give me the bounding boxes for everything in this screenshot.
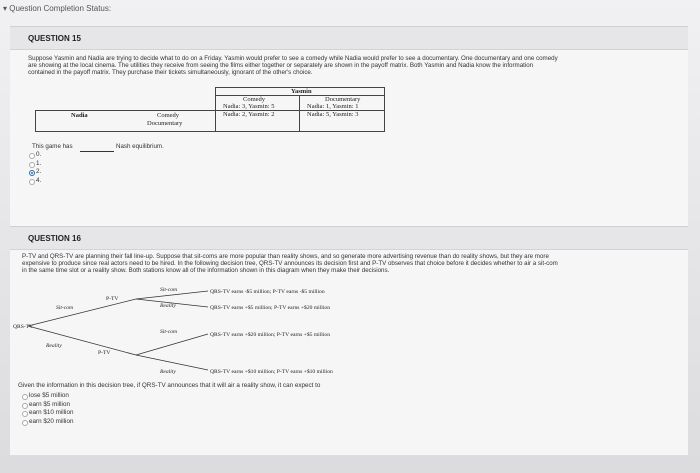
payoff-matrix xyxy=(35,87,385,133)
question-16-panel xyxy=(10,226,688,455)
sentence-suffix: Nash equilibrium. xyxy=(116,143,164,150)
column-header-comedy: Comedy xyxy=(243,96,266,103)
question-15-options xyxy=(29,151,41,185)
row-header-documentary: Documentary xyxy=(147,120,183,127)
option-lose-5[interactable] xyxy=(22,392,73,401)
question-16-label: QUESTION 16 xyxy=(28,234,81,243)
sentence-prefix: This game has xyxy=(32,143,73,150)
option-earn-10[interactable] xyxy=(22,409,73,418)
option-label: earn $20 million xyxy=(29,417,74,425)
matrix-line xyxy=(35,131,385,132)
row-player-label: Nadia xyxy=(71,112,88,119)
question-completion-status[interactable] xyxy=(3,4,111,13)
option-label: 0. xyxy=(36,151,42,158)
question-16-prompt: Given the information in this decision tree, if QRS-TV announces that it will air a reality show, it can expect to xyxy=(18,382,321,389)
radio-button[interactable] xyxy=(22,394,28,400)
root-node-label: QRS-TV xyxy=(13,324,34,330)
stem-line: P-TV and QRS-TV are planning their fall line-up. Suppose that sit-coms are more popular than reality shows, and so generate more advertising revenue than do reality shows, but they are more xyxy=(22,253,549,260)
collapse-triangle-icon[interactable]: ▾ xyxy=(3,4,10,13)
option-label: 2. xyxy=(36,168,42,175)
leaf-payoff: QRS-TV earns +$5 million; P-TV earns +$20 million xyxy=(210,305,330,311)
branch-label: Reality xyxy=(46,343,62,349)
nash-sentence-suffix xyxy=(116,143,700,150)
radio-button-selected[interactable] xyxy=(29,170,35,176)
option-label: earn $10 million xyxy=(29,409,74,416)
branch-label: Sit-com xyxy=(160,329,178,335)
ptv-node-label: P-TV xyxy=(106,296,119,302)
radio-button[interactable] xyxy=(22,403,28,409)
payoff-cell: Nadia: 3, Yasmin: 5 xyxy=(223,103,275,110)
branch-label: Sit-com xyxy=(56,305,74,311)
radio-button[interactable] xyxy=(29,162,35,168)
matrix-line xyxy=(299,95,300,131)
option-label: 4. xyxy=(36,176,42,184)
stem-line: contained in the payoff matrix. They purchase their tickets simultaneously, ignorant of the other's choice. xyxy=(28,69,313,77)
stem-line: in the same time slot or a reality show. Both stations know all of the information shown in this diagram when they make their decisions. xyxy=(22,267,390,275)
option-label: lose $5 million xyxy=(29,392,69,399)
payoff-cell: Nadia: 2, Yasmin: 2 xyxy=(223,111,275,118)
radio-button[interactable] xyxy=(22,411,28,417)
column-header-documentary: Documentary xyxy=(325,96,361,103)
question-15-panel xyxy=(10,26,688,232)
leaf-payoff: QRS-TV earns +$20 million; P-TV earns +$5 million xyxy=(210,332,330,338)
tree-edge xyxy=(28,326,136,355)
option-earn-5[interactable] xyxy=(22,401,73,410)
radio-button[interactable] xyxy=(29,179,35,185)
ptv-node-label: P-TV xyxy=(98,350,111,356)
tree-edge xyxy=(28,299,136,326)
option-label: 1. xyxy=(36,159,42,167)
stem-line: Suppose Yasmin and Nadia are trying to decide what to do on a Friday. Yasmin would prefer to see a comedy while Nadia would prefer to see a documentary. One documentary and one comedy xyxy=(28,55,558,62)
payoff-cell: Nadia: 1, Yasmin: 1 xyxy=(307,103,359,110)
matrix-line xyxy=(215,87,216,131)
stem-line: are showing at the local cinema. The utilities they receive from seeing the films either together or separately are shown in the payoff matrix. Both Yasmin and Nadia know the information xyxy=(28,62,534,70)
question-15-header xyxy=(10,27,688,50)
payoff-cell: Nadia: 5, Yasmin: 3 xyxy=(307,111,359,118)
answer-blank xyxy=(80,151,114,152)
option-earn-20[interactable] xyxy=(22,418,73,427)
branch-label: Reality xyxy=(160,369,176,375)
option-label: earn $5 million xyxy=(29,400,70,408)
option-2[interactable] xyxy=(29,168,41,177)
radio-button[interactable] xyxy=(29,153,35,159)
question-15-stem xyxy=(28,55,678,77)
matrix-line xyxy=(35,110,36,131)
matrix-line xyxy=(384,87,385,131)
tree-edge xyxy=(136,334,208,355)
branch-label: Reality xyxy=(160,303,176,309)
decision-tree xyxy=(10,227,688,455)
option-3[interactable] xyxy=(29,177,41,186)
radio-button[interactable] xyxy=(22,420,28,426)
question-15-label: QUESTION 15 xyxy=(28,34,81,43)
option-0[interactable] xyxy=(29,151,41,160)
stem-line: expensive to produce since real actors need to be hired. In the following decision tree, QRS-TV announces its decision first and P-TV observes that choice before it decides whether to air a sit-com xyxy=(22,260,558,268)
status-label: Question Completion Status: xyxy=(9,4,112,13)
tree-edge xyxy=(136,355,208,370)
question-16-options xyxy=(22,392,73,426)
option-1[interactable] xyxy=(29,160,41,169)
column-player-label: Yasmin xyxy=(291,88,312,95)
row-header-comedy: Comedy xyxy=(157,112,180,119)
branch-label: Sit-com xyxy=(160,287,178,293)
leaf-payoff: QRS-TV earns -$5 million; P-TV earns -$5 million xyxy=(210,289,325,295)
leaf-payoff: QRS-TV earns +$10 million; P-TV earns +$10 million xyxy=(210,369,333,375)
